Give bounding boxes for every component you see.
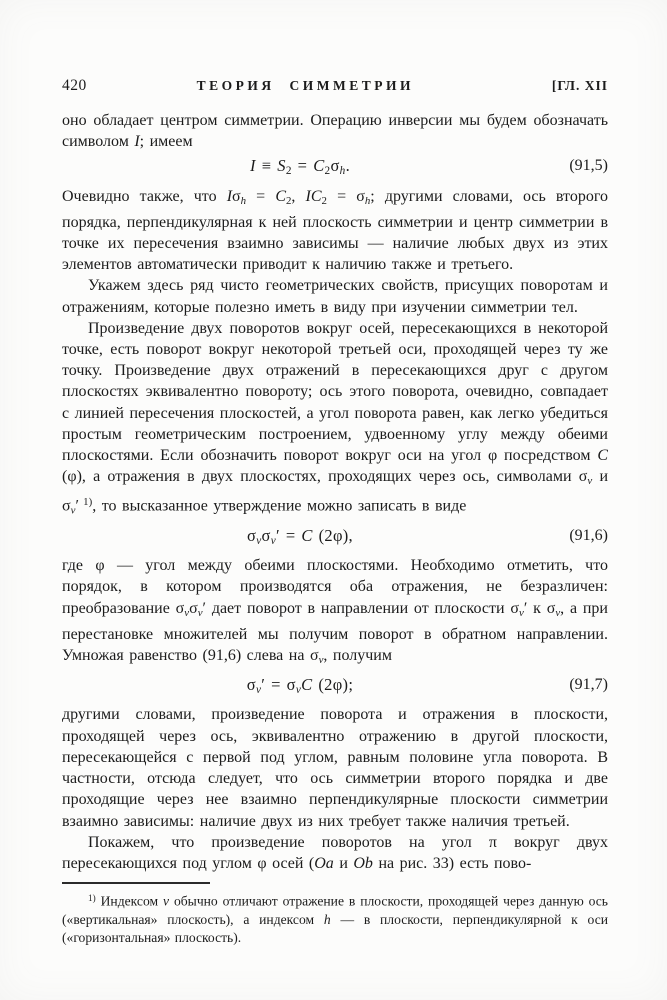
equation-91-7: σv′ = σvC (2φ); — [246, 675, 354, 697]
footnote-area — [62, 882, 608, 948]
page-number: 420 — [62, 77, 87, 94]
text-body — [62, 110, 608, 880]
equation-number-91-7: (91,7) — [569, 676, 608, 694]
page-header — [62, 77, 608, 95]
equation-block-91-7 — [62, 674, 608, 701]
paragraph-drugimi: другими словами, произведение поворота и отражения в плоскости, проходящей через ось, эквивалентно отражению в другой плоскости, пересекающейся с первой под углом, равным половине угла поворота. В частности, отсюда следует, что ось симметрии второго порядка и две проходящие через нее взаимно перпендикулярные плоскости симметрии взаимно зависимы: наличие двух из них требует также наличия третьей. — [62, 706, 608, 830]
paragraph-ochevidno: Очевидно также, что Iσh = C2, IC2 = σh; другими словами, ось второго порядка, перпендикулярная к ней плоскость симметрии и центр симметрии в точке их пересечения взаимно зависимы — наличие любых двух из этих элементов автоматически приводит к наличию также и третьего. — [62, 187, 608, 274]
equation-block-91-6 — [62, 525, 608, 552]
footnote-rule — [62, 882, 210, 884]
paragraph-pokazhem: Покажем, что произведение поворотов на угол π вокруг двух пересекающихся под углом φ осей (Oa и Ob на рис. 33) есть пово- — [62, 833, 608, 872]
footnote-text: $^{1)}$ Индексом v обычно отличают отражение в плоскости, проходящей через данную ось («вертикальная» плоскость), а индексом h — в плоскости, перпендикулярной к оси («горизонтальная» плоскость). — [62, 893, 609, 946]
equation-91-6: σvσv′ = C (2φ), — [247, 526, 353, 548]
paragraph-proizvedenie: Произведение двух поворотов вокруг осей, пересекающихся в некоторой точке, есть поворот вокруг некоторой третьей оси, проходящей через ту же точку. Произведение двух отражений в пересекающихся друг с другом плоскостях эквивалентно повороту; ось этого поворота, очевидно, совпадает с линией пересечения плоскостей, а угол поворота равен, как легко убедиться простым геометрическим построением, удвоенному углу между обеими плоскостями. Если обозначить поворот вокруг оси на угол φ посредством C (φ), а отражения в двух плоскостях, проходящих через ось, символами σv и σv′ $^{1)}$, то высказанное утверждение можно записать в виде — [62, 319, 608, 517]
equation-block-91-5 — [62, 155, 608, 182]
paragraph-intro: оно обладает центром симметрии. Операцию инверсии мы будем обозначать символом I; имеем — [62, 112, 608, 151]
chapter-label: [ГЛ. XII — [551, 78, 608, 93]
paragraph-gde: где φ — угол между обеими плоскостями. Необходимо отметить, что порядок, в котором производятся оба отражения, не безразличен: преобразование σvσv′ дает поворот в направлении от плоскости σv′ к σv, а при перестановке множителей мы получим поворот в обратном направлении. Умножая равенство (91,6) слева на σv, получим — [62, 557, 608, 667]
paragraph-ukazhem: Укажем здесь ряд чисто геометрических свойств, присущих поворотам и отражениям, которые полезно иметь в виду при изучении симметрии тел. — [62, 277, 608, 316]
equation-number-91-5: (91,5) — [569, 157, 608, 175]
equation-number-91-6: (91,6) — [569, 527, 608, 545]
running-title: ТЕОРИЯ СИММЕТРИИ — [196, 78, 414, 93]
equation-91-5: I ≡ S2 = C2σh. — [249, 156, 350, 178]
